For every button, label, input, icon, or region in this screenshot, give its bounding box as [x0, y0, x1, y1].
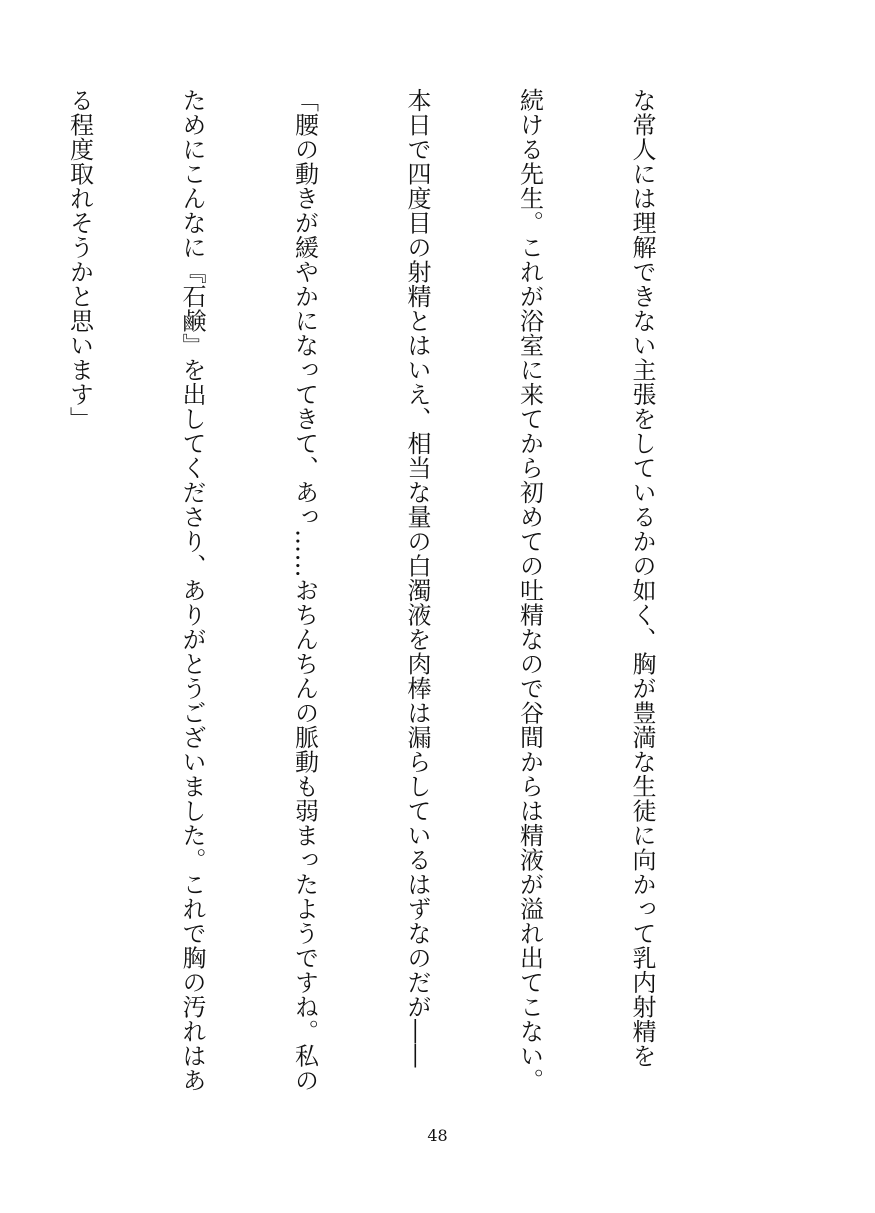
page-number: 48: [427, 1126, 448, 1145]
text-line: な常人には理解できない主張をしているかの如く、胸が豊満な生徒に向かって乳内射精を: [628, 88, 656, 1068]
text-line: る程度取れそうかと思います」: [65, 88, 94, 431]
text-line: 「腰の動きが緩やかになってきて、あっ……おちんちんの脈動も弱まったようですね。私の: [290, 88, 319, 1093]
vertical-text-body: [0, 88, 735, 1098]
text-line: 本日で四度目の射精とはいえ、相当な量の白濁液を肉棒は漏らしているはずなのだが――: [403, 88, 431, 1068]
text-line: ためにこんなに『石鹸』を出してくださり、ありがとうございました。これで胸の汚れはあ: [178, 88, 206, 1093]
text-line: 続ける先生。これが浴室に来てから初めての吐精なので谷間からは精液が溢れ出てこない。: [515, 88, 544, 1093]
